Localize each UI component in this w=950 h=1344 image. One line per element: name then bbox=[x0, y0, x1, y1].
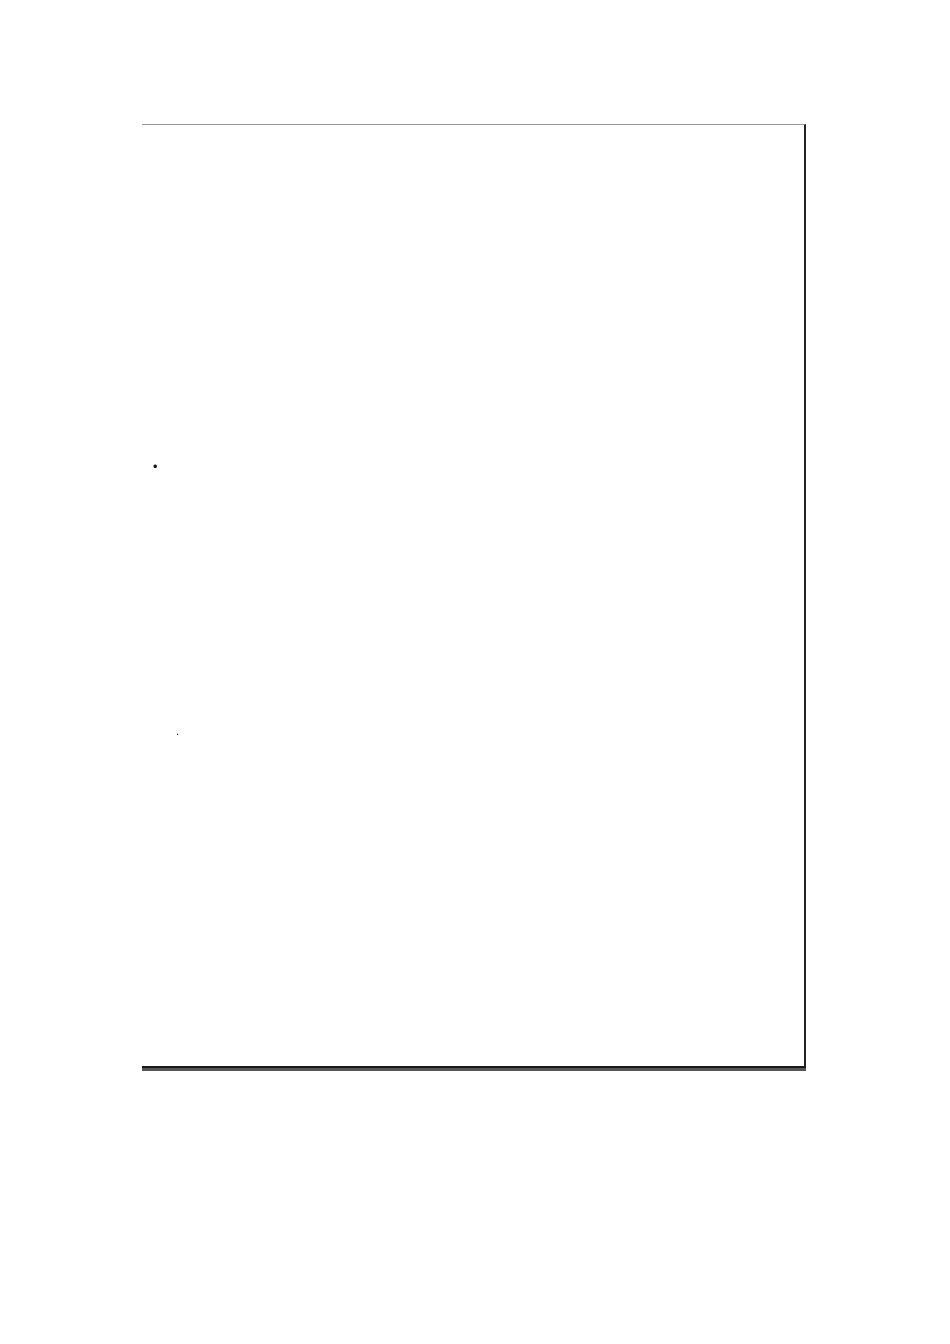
scanned-page-frame bbox=[142, 124, 806, 1070]
page-edge-shadow bbox=[142, 1068, 806, 1071]
margin-mark: • bbox=[152, 462, 159, 473]
margin-mark: · bbox=[176, 730, 180, 741]
